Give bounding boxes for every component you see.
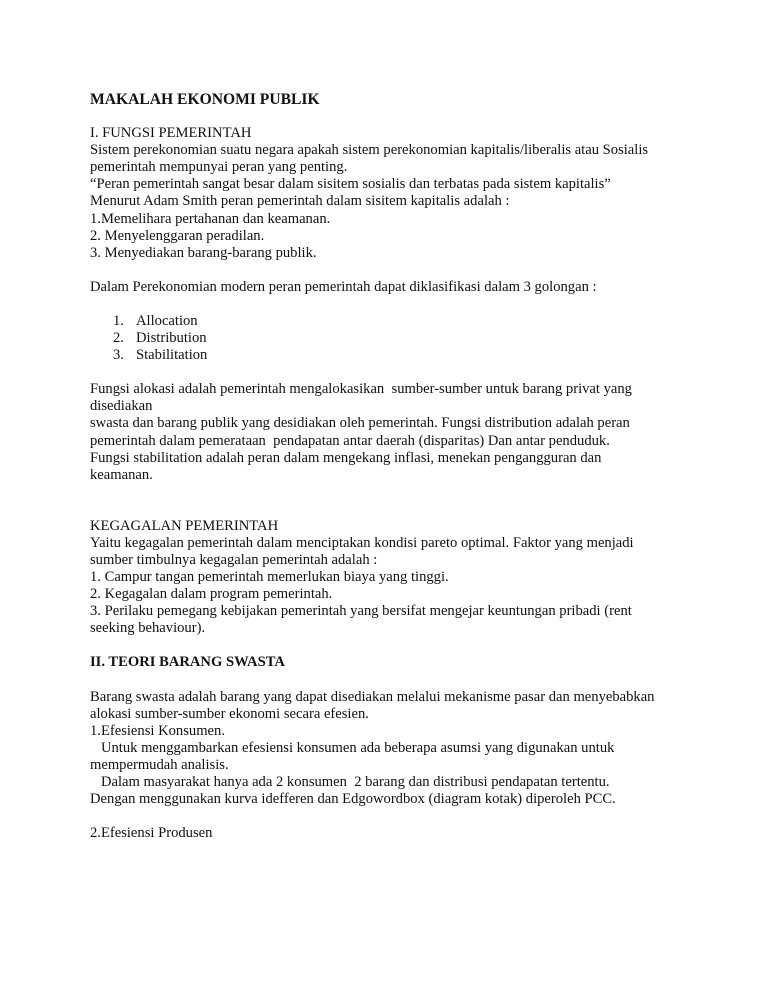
text-line: 1.Efesiensi Konsumen. xyxy=(90,722,225,739)
text-line: Barang swasta adalah barang yang dapat disediakan melalui mekanisme pasar dan menyebabkan xyxy=(90,688,655,705)
text-line: 1.Memelihara pertahanan dan keamanan. xyxy=(90,210,331,227)
text-line: swasta dan barang publik yang desidiakan oleh pemerintah. Fungsi distribution adalah peran xyxy=(90,415,630,432)
list-item-number: 2. xyxy=(113,330,124,347)
text-line: “Peran pemerintah sangat besar dalam sisitem sosialis dan terbatas pada sistem kapitalis” xyxy=(90,176,611,193)
section-heading-teori-barang-swasta: II. TEORI BARANG SWASTA xyxy=(90,654,285,671)
list-item xyxy=(90,347,690,364)
list-item-text: Allocation xyxy=(136,312,198,329)
text-line: 3. Perilaku pemegang kebijakan pemerintah yang bersifat mengejar keuntungan pribadi (rent xyxy=(90,603,632,620)
list-item-text: Stabilitation xyxy=(136,347,208,364)
text-line: Untuk menggambarkan efesiensi konsumen ada beberapa asumsi yang digunakan untuk xyxy=(90,739,615,756)
text-line: sumber timbulnya kegagalan pemerintah adalah : xyxy=(90,551,378,568)
list-item-number: 3. xyxy=(113,347,124,364)
text-line: Dengan menggunakan kurva idefferen dan Edgowordbox (diagram kotak) diperoleh PCC. xyxy=(90,791,616,808)
text-line: keamanan. xyxy=(90,466,153,483)
text-line: Dalam masyarakat hanya ada 2 konsumen 2 barang dan distribusi pendapatan tertentu. xyxy=(90,774,610,790)
list-item xyxy=(90,313,690,330)
section-heading-kegagalan-pemerintah: KEGAGALAN PEMERINTAH xyxy=(90,517,279,534)
text-line: alokasi sumber-sumber ekonomi secara efesien. xyxy=(90,705,369,722)
text-line: 3. Menyediakan barang-barang publik. xyxy=(90,244,317,261)
text-line: Fungsi alokasi adalah pemerintah mengalokasikan sumber-sumber untuk barang privat yang xyxy=(90,381,632,398)
text-line: Yaitu kegagalan pemerintah dalam menciptakan kondisi pareto optimal. Faktor yang menjadi xyxy=(90,534,634,551)
subheading-efesiensi-produsen: 2.Efesiensi Produsen xyxy=(90,825,213,842)
list-item xyxy=(90,330,690,347)
classification-list xyxy=(90,313,690,364)
text-line: 1. Campur tangan pemerintah memerlukan biaya yang tinggi. xyxy=(90,569,449,586)
document-body xyxy=(90,91,690,842)
text-line: pemerintah mempunyai peran yang penting. xyxy=(90,159,348,176)
text-line: Sistem perekonomian suatu negara apakah sistem perekonomian kapitalis/liberalis atau Sosialis xyxy=(90,142,649,159)
list-item-text: Distribution xyxy=(136,330,207,347)
text-line: Dalam Perekonomian modern peran pemerintah dapat diklasifikasi dalam 3 golongan : xyxy=(90,278,597,295)
list-item-number: 1. xyxy=(113,312,124,329)
text-line: 2. Kegagalan dalam program pemerintah. xyxy=(90,586,333,603)
section-heading-fungsi-pemerintah: I. FUNGSI PEMERINTAH xyxy=(90,125,252,142)
text-line: Fungsi stabilitation adalah peran dalam mengekang inflasi, menekan pengangguran dan xyxy=(90,449,602,466)
text-line: seeking behaviour). xyxy=(90,620,206,637)
text-line: pemerintah dalam pemerataan pendapatan antar daerah (disparitas) Dan antar penduduk. xyxy=(90,432,610,449)
text-line: 2. Menyelenggaran peradilan. xyxy=(90,227,265,244)
document-title: MAKALAH EKONOMI PUBLIK xyxy=(90,91,320,108)
text-line: disediakan xyxy=(90,398,153,415)
text-line: mempermudah analisis. xyxy=(90,756,229,773)
text-line: Menurut Adam Smith peran pemerintah dalam sisitem kapitalis adalah : xyxy=(90,193,510,210)
